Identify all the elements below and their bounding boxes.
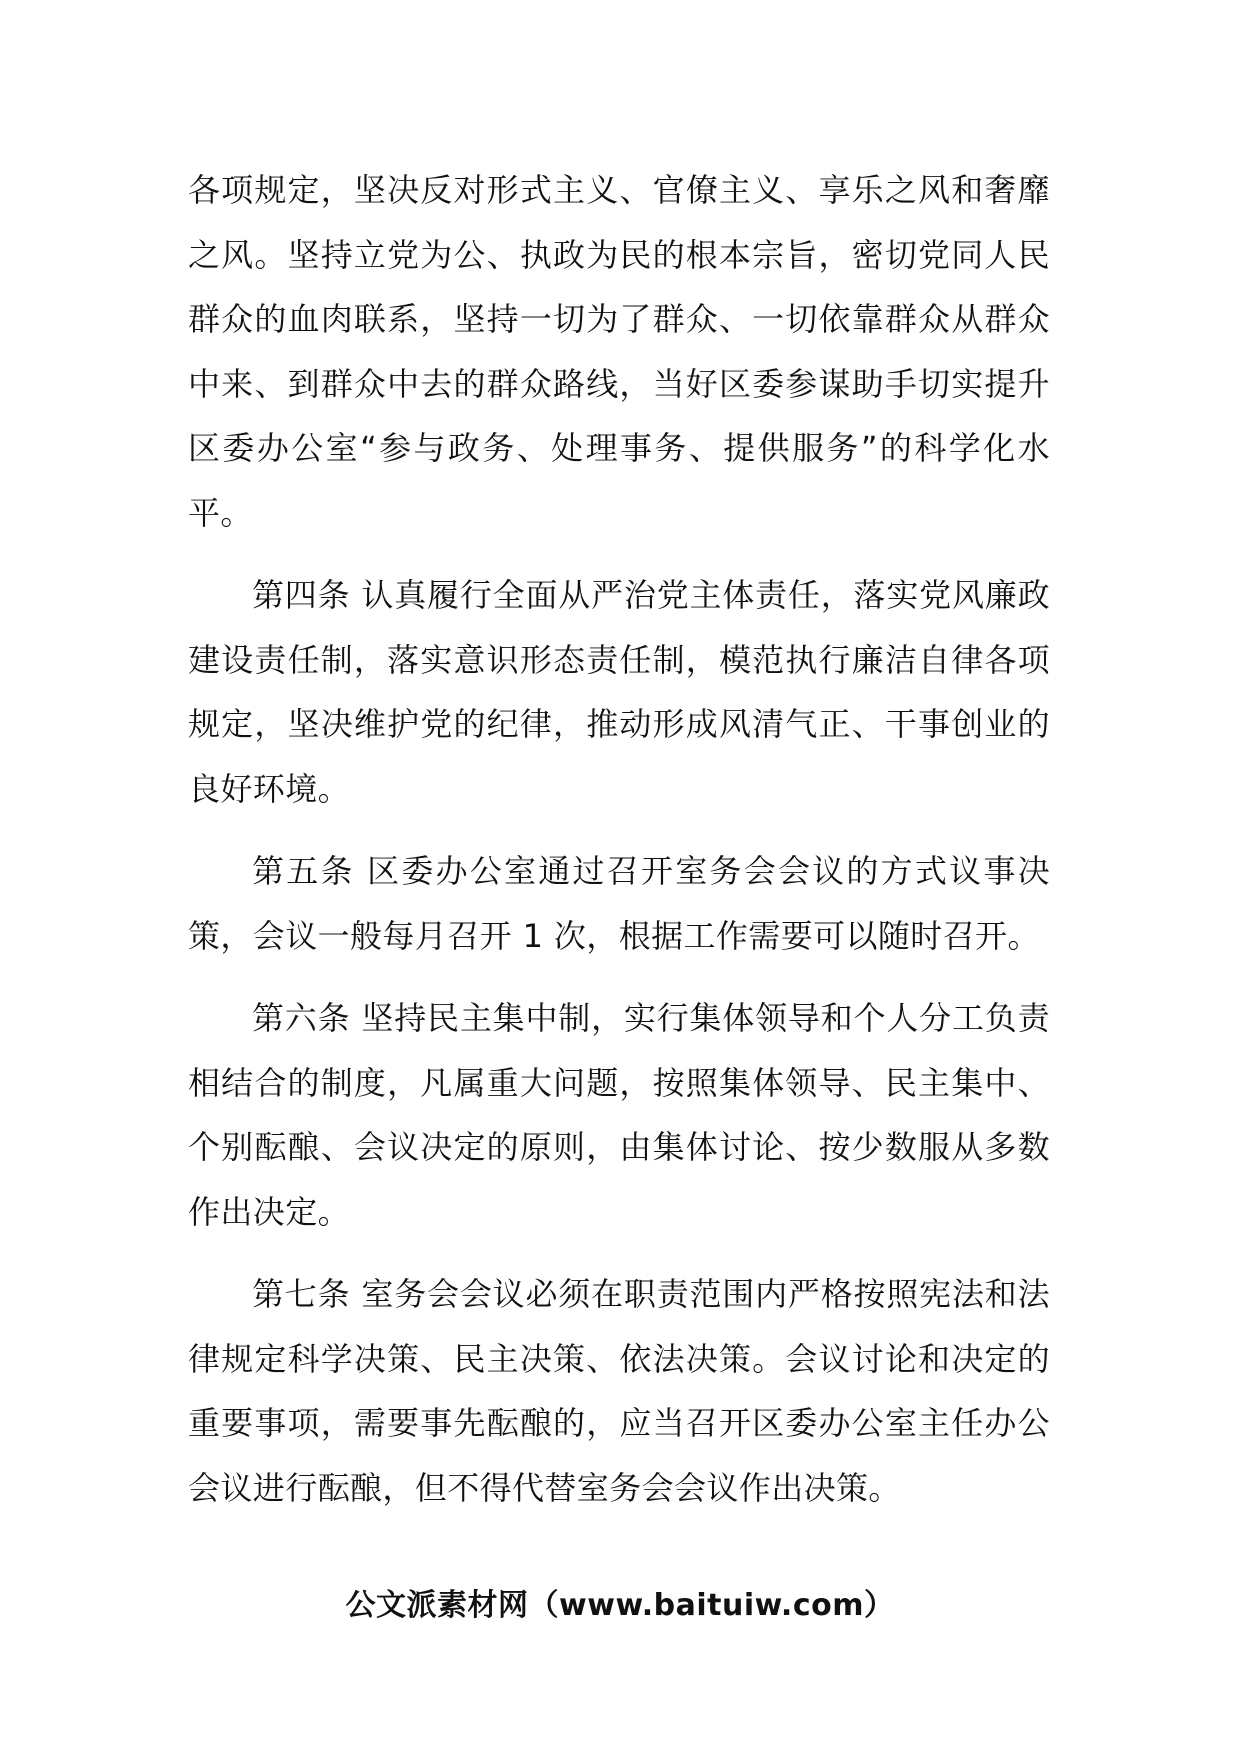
paragraph-continuation: 各项规定，坚决反对形式主义、官僚主义、享乐之风和奢靡之风。坚持立党为公、执政为民的根本宗旨，密切党同人民群众的血肉联系，坚持一切为了群众、一切依靠群众从群众中来、到群众中去的群众路线，当好区委参谋助手切实提升区委办公室“参与政务、处理事务、提供服务”的科学化水平。 <box>188 171 1050 532</box>
paragraph-article-6: 第六条 坚持民主集中制，实行集体领导和个人分工负责相结合的制度，凡属重大问题，按照集体领导、民主集中、个别酝酿、会议决定的原则，由集体讨论、按少数服从多数作出决定。 <box>188 999 1050 1231</box>
footer-source-text: 公文派素材网（www.baituiw.com） <box>345 1588 895 1623</box>
paragraph-article-7: 第七条 室务会会议必须在职责范围内严格按照宪法和法律规定科学决策、民主决策、依法决策。会议讨论和决定的重要事项，需要事先酝酿的，应当召开区委办公室主任办公会议进行酝酿，但不得代替室务会会议作出决策。 <box>188 1275 1050 1507</box>
paragraph-article-5: 第五条 区委办公室通过召开室务会会议的方式议事决策，会议一般每月召开 1 次，根据工作需要可以随时召开。 <box>188 852 1050 955</box>
document-body <box>188 158 1050 1520</box>
paragraph-article-4: 第四条 认真履行全面从严治党主体责任，落实党风廉政建设责任制，落实意识形态责任制，模范执行廉洁自律各项规定，坚决维护党的纪律，推动形成风清气正、干事创业的良好环境。 <box>188 576 1050 808</box>
